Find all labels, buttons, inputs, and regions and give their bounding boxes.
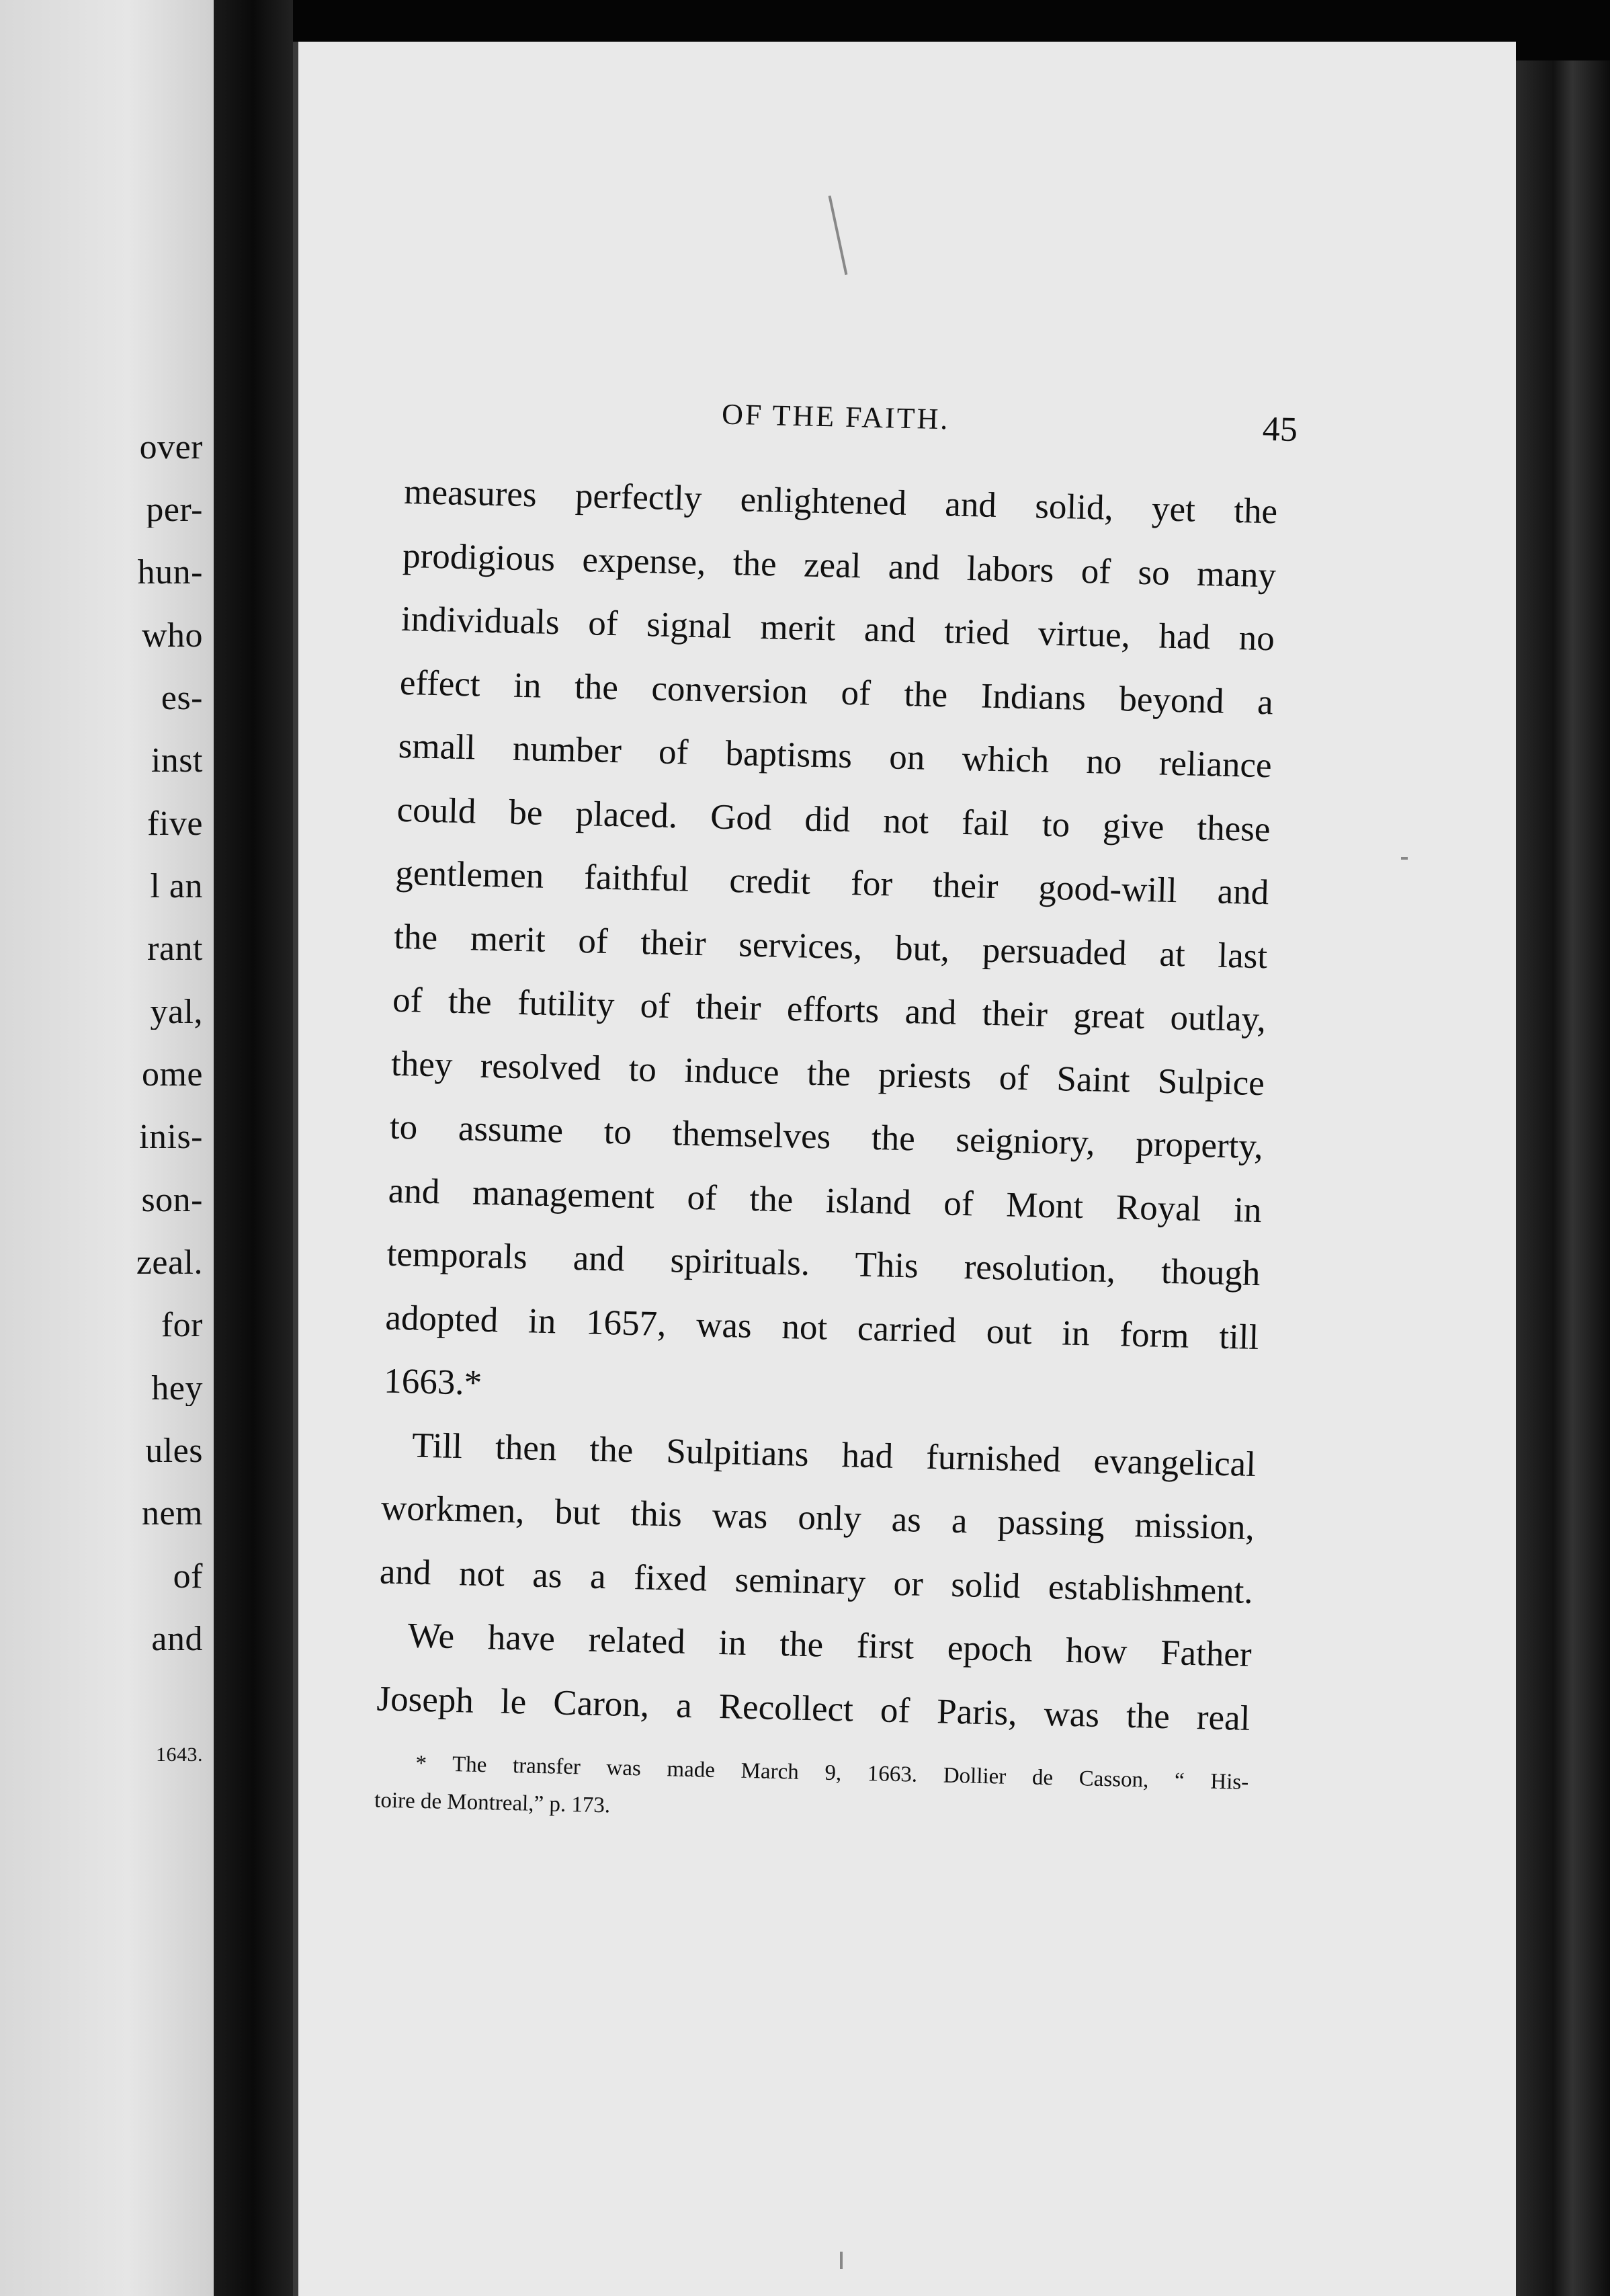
previous-page-line: and bbox=[151, 1622, 203, 1657]
text-line: they resolved to induce the priests of Saint Sulpice bbox=[390, 1044, 1265, 1103]
previous-page-line: nem bbox=[141, 1496, 203, 1531]
text-line: workmen, but this was only as a passing mission, bbox=[380, 1488, 1255, 1548]
text-line: prodigious expense, the zeal and labors of so many bbox=[402, 536, 1277, 595]
text-line: and not as a fixed seminary or solid establishment. bbox=[379, 1552, 1254, 1611]
footnote-line: toire de Montreal,” p. 173. bbox=[374, 1788, 611, 1818]
text-line: adopted in 1657, was not carried out in form till bbox=[384, 1298, 1259, 1357]
previous-page-line: ome bbox=[141, 1057, 203, 1092]
text-line: small number of baptisms on which no reliance bbox=[398, 726, 1273, 786]
previous-page-footnote-ref: 1643. bbox=[156, 1744, 203, 1766]
text-line: individuals of signal merit and tried virtue, had no bbox=[400, 599, 1275, 659]
text-line: could be placed. God did not fail to give these bbox=[396, 790, 1271, 849]
previous-page-line: es- bbox=[161, 681, 203, 716]
text-line: measures perfectly enlightened and solid, yet the bbox=[403, 472, 1278, 532]
book-page bbox=[293, 42, 1516, 2296]
previous-page-line: for bbox=[161, 1308, 203, 1343]
text-line: Till then the Sulpitians had furnished evangelical bbox=[411, 1426, 1257, 1484]
text-line: the merit of their services, but, persuaded at last bbox=[393, 917, 1268, 976]
page-edge-shadow bbox=[1516, 60, 1610, 2296]
scan-artifact bbox=[840, 2252, 843, 2269]
previous-page-line: hey bbox=[151, 1371, 203, 1406]
text-line: and management of the island of Mont Royal in bbox=[388, 1171, 1263, 1230]
page-content bbox=[263, 28, 1531, 2296]
running-head: OF THE FAITH. bbox=[721, 397, 950, 436]
text-line: to assume to themselves the seigniory, property, bbox=[389, 1107, 1264, 1167]
text-line: effect in the conversion of the Indians beyond a bbox=[399, 663, 1274, 722]
footnote bbox=[374, 1744, 1249, 1838]
previous-page-line: over bbox=[139, 430, 203, 465]
previous-page-line: rant bbox=[147, 932, 203, 967]
previous-page-line: yal, bbox=[150, 995, 203, 1030]
text-line: 1663.* bbox=[383, 1361, 482, 1403]
scan-artifact bbox=[1401, 857, 1408, 860]
text-line: gentlemen faithful credit for their good-will and bbox=[394, 853, 1269, 913]
page-number: 45 bbox=[1262, 409, 1298, 450]
previous-page-line: son- bbox=[141, 1183, 203, 1218]
text-line: temporals and spirituals. This resolution, though bbox=[386, 1234, 1261, 1294]
previous-page-line: zeal. bbox=[136, 1245, 203, 1280]
previous-page-fragment bbox=[0, 0, 214, 2296]
previous-page-line: per- bbox=[146, 493, 203, 528]
previous-page-line: l an bbox=[150, 869, 203, 904]
footnote-line: * The transfer was made March 9, 1663. Dollier de Casson, “ His- bbox=[415, 1751, 1249, 1795]
previous-page-line: ules bbox=[145, 1434, 203, 1469]
previous-page-line: of bbox=[173, 1559, 203, 1594]
previous-page-line: five bbox=[147, 807, 203, 842]
text-line: We have related in the first epoch how Father bbox=[407, 1616, 1253, 1674]
text-line: of the futility of their efforts and their great outlay, bbox=[392, 980, 1267, 1040]
previous-page-line: inis- bbox=[139, 1120, 203, 1155]
previous-page-line: who bbox=[141, 618, 203, 653]
previous-page-line: inst bbox=[151, 743, 203, 778]
body-text bbox=[376, 460, 1279, 1750]
previous-page-line: hun- bbox=[137, 555, 203, 590]
text-line: Joseph le Caron, a Recollect of Paris, was the real bbox=[376, 1678, 1251, 1738]
